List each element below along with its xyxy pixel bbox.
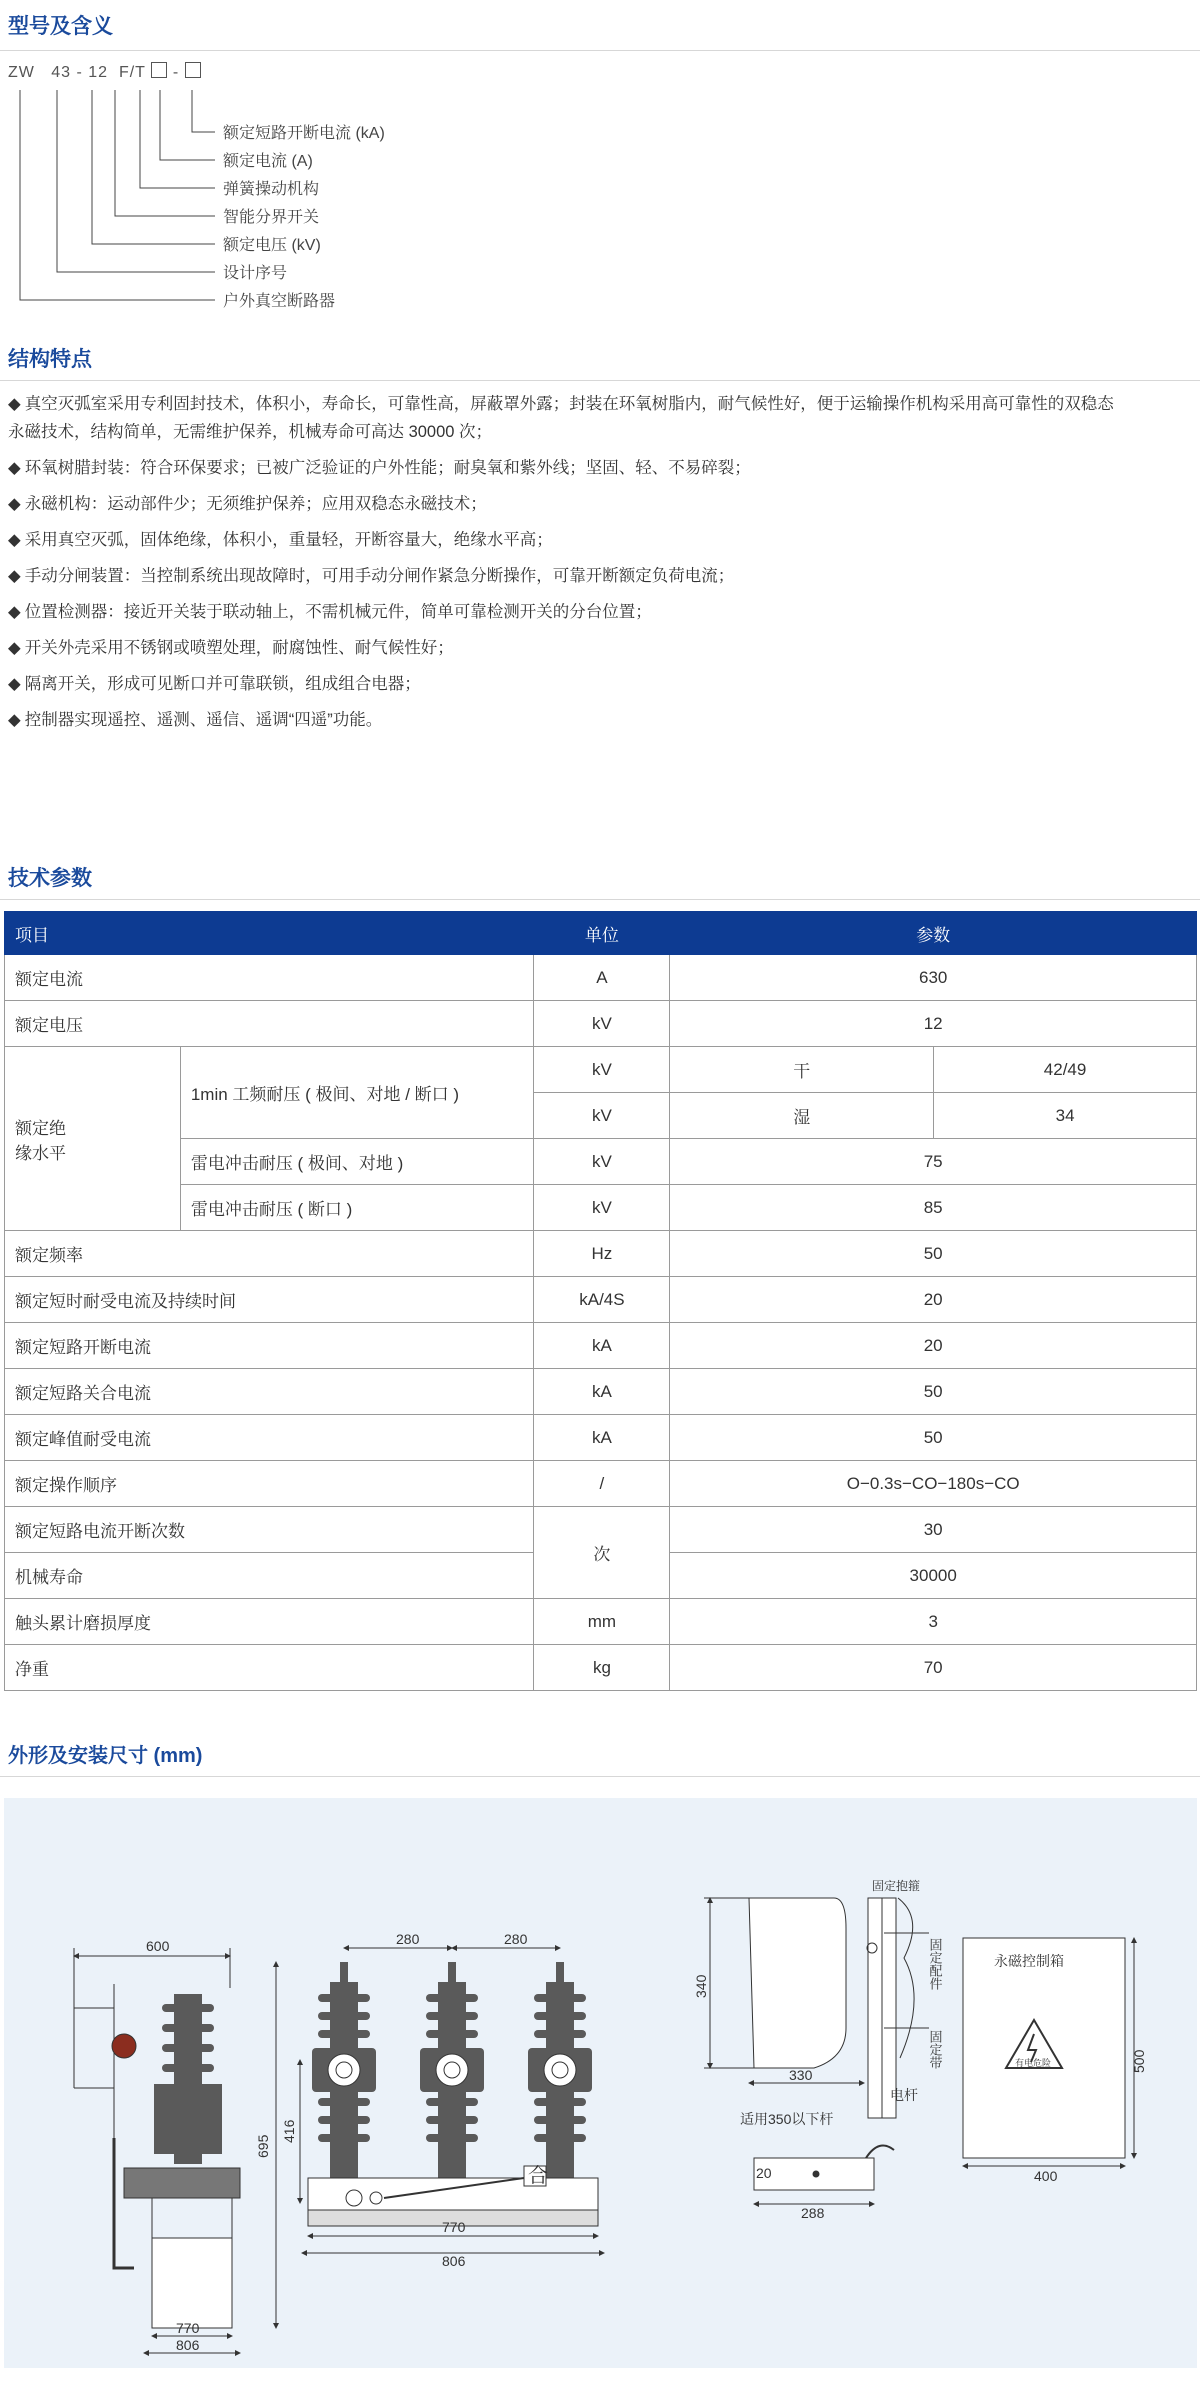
code-box-current [151,62,167,78]
dim-bracket-330: 330 [789,2067,813,2083]
code-zw: ZW [8,64,35,81]
code-43: 43 [51,64,72,81]
dim-cabinet-500: 500 [1131,2049,1147,2073]
list-item: ◆ 开关外壳采用不锈钢或喷塑处理，耐腐蚀性、耐气候性好； [8,639,454,657]
code-label-rated-voltage: 额定电压 (kV) [223,237,321,254]
dim-side-806: 806 [176,2337,200,2353]
cabinet-title: 永磁控制箱 [994,1953,1064,1969]
table-row: 净重 kg 70 [5,1645,1197,1691]
list-item: ◆ 控制器实现遥控、遥测、遥信、遥调“四遥”功能。 [8,711,383,729]
header-value: 参数 [670,912,1197,955]
table-row: 雷电冲击耐压 ( 极间、对地 ) kV 75 [5,1139,1197,1185]
label-fix-hoop: 固定抱箍 [872,1879,921,1893]
table-row: 额定短路电流开断次数 次 30 [5,1507,1197,1553]
dim-bracket-340: 340 [693,1974,709,1998]
code-box-break [185,62,201,78]
list-item: ◆ 永磁机构：运动部件少；无须维护保养；应用双稳态永磁技术； [8,495,487,513]
table-row: 额定绝 缘水平 1min 工频耐压 ( 极间、对地 / 断口 ) kV 干 42/49 [5,1047,1197,1093]
table-row: 雷电冲击耐压 ( 断口 ) kV 85 [5,1185,1197,1231]
list-item: ◆ 真空灭弧室采用专利固封技术，体积小，寿命长，可靠性高，屏蔽罩外露；封装在环氧树脂内，耐气候性好，便于运输操作机构采用高可靠性的双稳态 [8,395,1114,413]
table-header-row [5,912,1197,955]
code-dash-2: - [172,64,180,81]
list-item: ◆ 手动分闸装置：当控制系统出现故障时，可用手动分闸作紧急分断操作，可靠开断额定负荷电流； [8,567,735,585]
table-row: 机械寿命 30000 [5,1553,1197,1599]
header-unit: 单位 [534,912,670,955]
list-item: ◆ 位置检测器：接近开关装于联动轴上，不需机械元件，简单可靠检测开关的分台位置； [8,603,652,621]
header-item: 项目 [5,912,534,955]
code-label-smart-switch: 智能分界开关 [223,209,320,226]
list-item: ◆ 环氧树腊封装：符合环保要求；已被广泛验证的户外性能；耐臭氧和紫外线；坚固、轻、不易碎裂； [8,459,751,477]
dim-side-600: 600 [146,1938,170,1954]
model-code [8,62,201,82]
code-label-rated-current: 额定电流 (A) [223,153,313,170]
cabinet-view [963,1938,1134,2166]
dim-front-806: 806 [442,2253,466,2269]
label-fix-band: 固定带 [927,2030,943,2069]
table-row: 额定短时耐受电流及持续时间 kA/4S 20 [5,1277,1197,1323]
dim-bracket-20: 20 [756,2165,772,2181]
label-pole: 电杆 [890,2087,918,2103]
list-item: 永磁技术，结构简单，无需维护保养，机械寿命可高达 30000 次； [8,423,493,441]
table-row: 额定频率 Hz 50 [5,1231,1197,1277]
bracket-view [704,1898,929,2204]
pole-units [312,1962,592,2182]
section-title-params: 技术参数 [8,867,92,890]
code-f: F [118,64,130,81]
list-item: ◆ 采用真空灭弧，固体绝缘，体积小，重量轻，开断容量大，绝缘水平高； [8,531,553,549]
divider [0,1776,1200,1777]
code-label-breaker: 户外真空断路器 [223,293,336,310]
code-12: 12 [88,64,109,81]
dim-front-770: 770 [442,2219,466,2235]
bracket-note: 适用350以下杆 [740,2111,834,2127]
table-row: 额定电压 kV 12 [5,1001,1197,1047]
label-fix-parts: 固定配件 [927,1938,943,1990]
code-label-design-no: 设计序号 [223,265,288,282]
code-dash: - [76,64,83,81]
front-base [302,2166,604,2253]
dim-side-770: 770 [176,2320,200,2336]
side-view [74,1948,240,2353]
dimension-drawing [4,1798,1197,2368]
table-row: 额定操作顺序 / O−0.3s−CO−180s−CO [5,1461,1197,1507]
insulation-label: 额定绝 缘水平 [5,1047,181,1231]
table-row: 触头累计磨损厚度 mm 3 [5,1599,1197,1645]
table-row: 额定电流 A 630 [5,955,1197,1001]
divider [0,899,1200,900]
model-code-tree [0,80,240,310]
front-name-tag: 合 [528,2165,548,2187]
dim-cabinet-400: 400 [1034,2168,1058,2184]
divider [0,380,1200,381]
list-item: ◆ 隔离开关，形成可见断口并可靠联锁，组成组合电器； [8,675,421,693]
table-row: 额定短路关合电流 kA 50 [5,1369,1197,1415]
dimension-drawing-panel [4,1798,1197,2368]
section-title-model: 型号及含义 [8,15,113,38]
insulator-icon [154,1994,222,2164]
code-label-spring: 弹簧操动机构 [223,181,320,198]
dim-front-695: 695 [255,2134,271,2158]
dim-front-280b: 280 [504,1931,528,1947]
feature-list [8,390,1198,734]
section-title-dimensions: 外形及安装尺寸 (mm) [8,1745,203,1767]
table-row: kV 湿 34 [5,1093,1197,1139]
table-row: 额定短路开断电流 kA 20 [5,1323,1197,1369]
code-slash: / [129,64,136,81]
section-title-structure: 结构特点 [8,348,92,371]
dim-front-280a: 280 [396,1931,420,1947]
code-label-break-current: 额定短路开断电流 (kA) [223,125,385,142]
spec-table [4,911,1197,1691]
divider [0,50,1200,51]
code-t: T [135,64,146,81]
dim-front-416: 416 [281,2119,297,2143]
table-row: 额定峰值耐受电流 kA 50 [5,1415,1197,1461]
dim-bracket-288: 288 [801,2205,825,2221]
cabinet-warning: 有电危险 [1015,2058,1052,2068]
